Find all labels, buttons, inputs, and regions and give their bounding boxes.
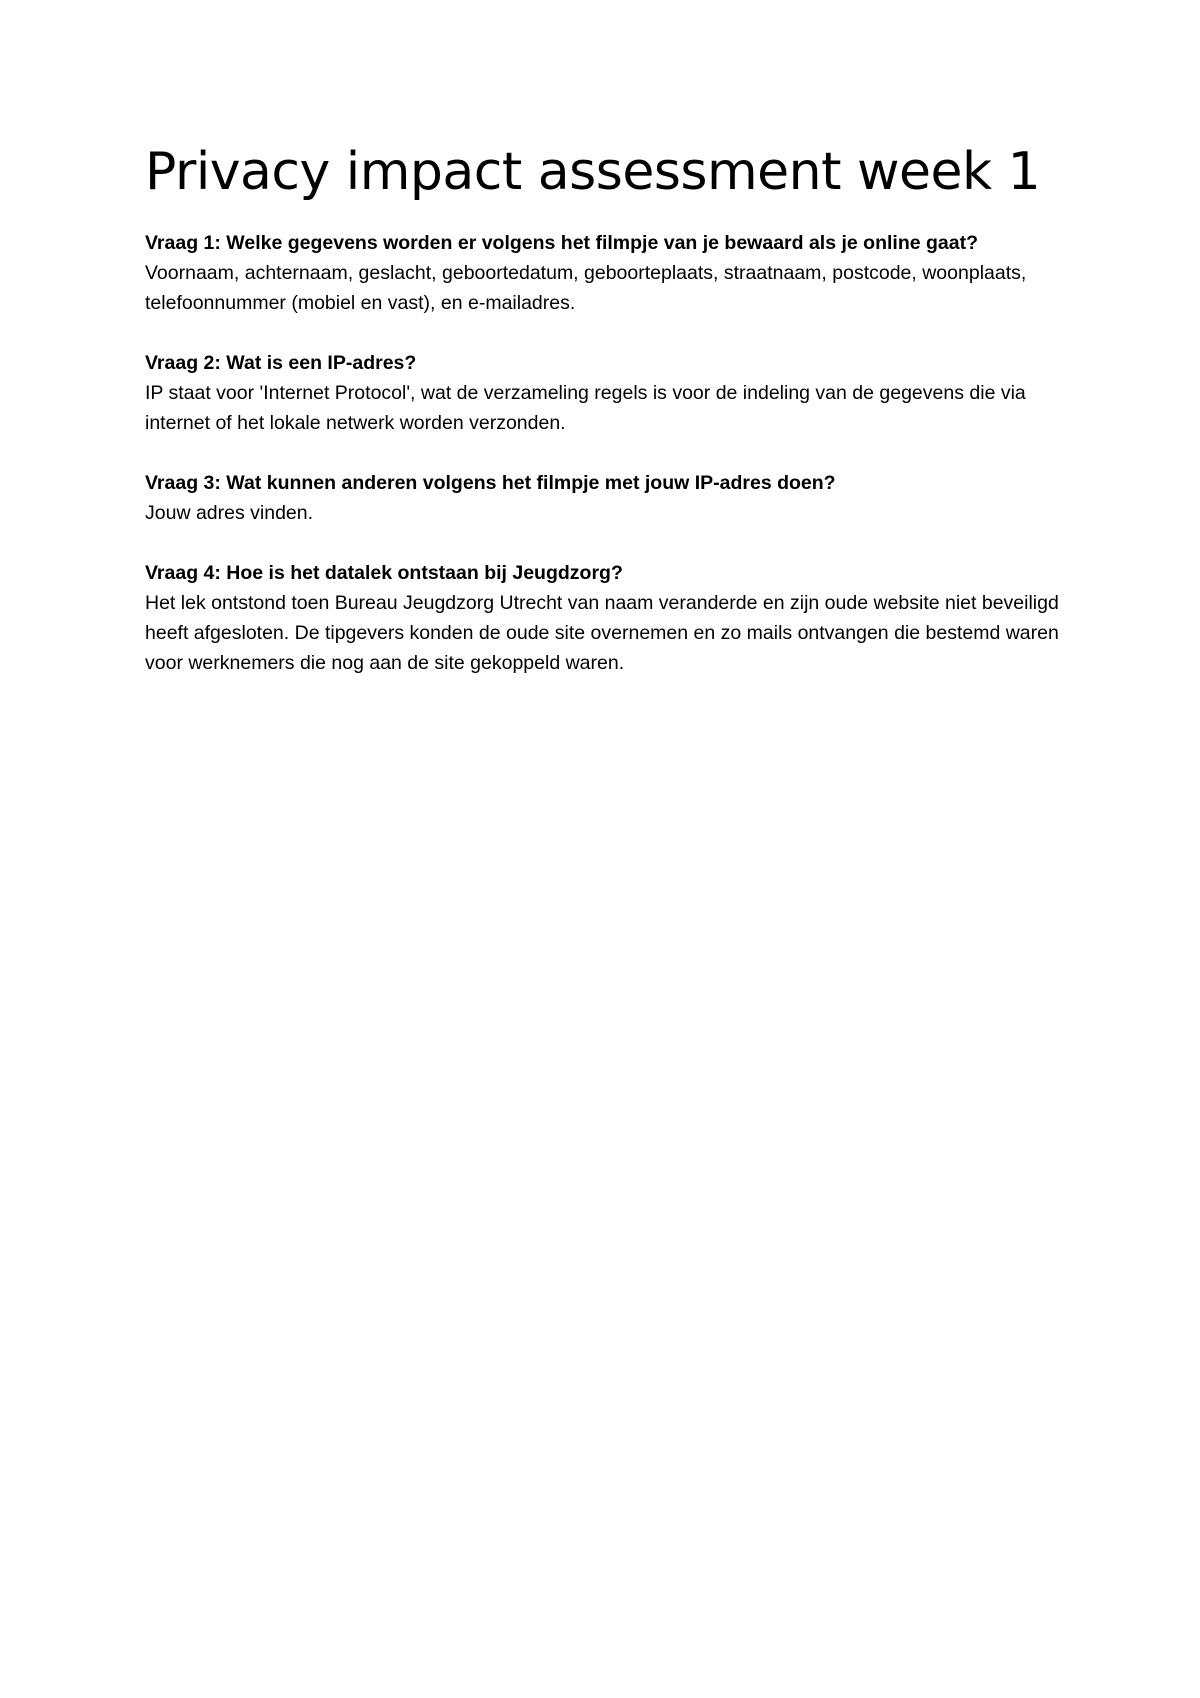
document-title: Privacy impact assessment week 1 — [145, 142, 1041, 202]
question-block-2 — [145, 348, 1075, 438]
answer-3: Jouw adres vinden. — [145, 502, 314, 524]
question-block-3 — [145, 468, 1075, 528]
question-1: Vraag 1: Welke gegevens worden er volgens het filmpje van je bewaard als je online gaat? — [145, 232, 979, 254]
question-4: Vraag 4: Hoe is het datalek ontstaan bij Jeugdzorg? — [145, 562, 623, 584]
question-block-1 — [145, 228, 1075, 318]
question-2: Vraag 2: Wat is een IP-adres? — [145, 352, 417, 374]
answer-4: Het lek ontstond toen Bureau Jeugdzorg Utrecht van naam veranderde en zijn oude website niet beveiligd heeft afgesloten. De tipgevers konden de oude site overnemen en zo mails ontvangen die bestemd waren voor werknemers die nog aan de site gekoppeld waren. — [145, 592, 1059, 674]
document-body — [145, 140, 1075, 708]
answer-2: IP staat voor 'Internet Protocol', wat de verzameling regels is voor de indeling van de gegevens die via internet of het lokale netwerk worden verzonden. — [145, 382, 1026, 434]
question-block-4 — [145, 558, 1075, 678]
question-3: Vraag 3: Wat kunnen anderen volgens het filmpje met jouw IP-adres doen? — [145, 472, 836, 494]
answer-1: Voornaam, achternaam, geslacht, geboortedatum, geboorteplaats, straatnaam, postcode, woonplaats, telefoonnummer (mobiel en vast), en e-mailadres. — [145, 262, 1027, 314]
